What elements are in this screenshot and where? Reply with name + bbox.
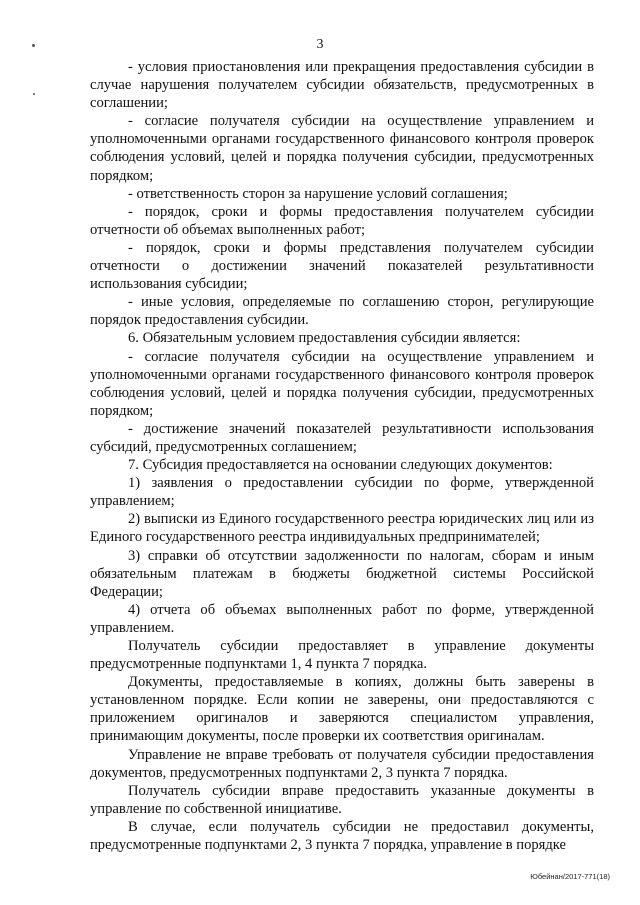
paragraph: 7. Субсидия предоставляется на основании следующих документов: [128, 457, 553, 474]
paragraph: - согласие получателя субсидии на осуществление управлением и уполномоченными органами государственного финансового контроля проверок соблюдения условий, целей и порядка получения субсидии, предусмотренных порядком; [90, 348, 594, 419]
scan-speck [32, 44, 35, 47]
paragraph: Управление не вправе требовать от получателя субсидии предоставления документов, предусмотренных подпунктами 2, 3 пункта 7 порядка. [90, 746, 594, 781]
document-body [90, 58, 594, 854]
scan-speck [33, 93, 35, 95]
page-number: 3 [316, 37, 324, 52]
paragraph: - порядок, сроки и формы предоставления получателем субсидии отчетности об объемах выполненных работ; [90, 203, 594, 238]
paragraph: 4) отчета об объемах выполненных работ по форме, утвержденной управлением. [90, 601, 594, 636]
paragraph: Документы, предоставляемые в копиях, должны быть заверены в установленном порядке. Если копии не заверены, они предоставляются с приложением оригиналов и заверяются специалистом управления, принимающим документы, после проверки их соответствия оригиналам. [90, 674, 594, 745]
footer-code: Юбейнан/2017-771(18) [530, 872, 610, 881]
paragraph: - иные условия, определяемые по соглашению сторон, регулирующие порядок предоставления субсидии. [90, 294, 594, 329]
paragraph: Получатель субсидии предоставляет в управление документы предусмотренные подпунктами 1, 4 пункта 7 порядка. [90, 638, 594, 673]
paragraph: - ответственность сторон за нарушение условий соглашения; [128, 185, 508, 202]
paragraph: - условия приостановления или прекращения предоставления субсидии в случае нарушения получателем субсидии обязательств, предусмотренных в соглашении; [90, 59, 594, 112]
paragraph: - порядок, сроки и формы представления получателем субсидии отчетности о достижении значений показателей результативности использования субсидии; [90, 239, 594, 293]
paragraph: - согласие получателя субсидии на осуществление управлением и уполномоченными органами государственного финансового контроля проверок соблюдения условий, целей и порядка получения субсидии, предусмотренных порядком; [90, 113, 594, 184]
paragraph: Получатель субсидии вправе предоставить указанные документы в управление по собственной инициативе. [90, 782, 594, 817]
paragraph: В случае, если получатель субсидии не предоставил документы, предусмотренные подпунктами 2, 3 пункта 7 порядка, управление в порядке [90, 818, 594, 854]
paragraph: 3) справки об отсутствии задолженности по налогам, сборам и иным обязательным платежам в бюджеты бюджетной системы Российской Федерации; [90, 547, 594, 600]
paragraph: 2) выписки из Единого государственного реестра юридических лиц или из Единого государственного реестра индивидуальных предпринимателей; [90, 511, 594, 546]
paragraph: 1) заявления о предоставлении субсидии по форме, утвержденной управлением; [90, 475, 594, 510]
paragraph: - достижение значений показателей результативности использования субсидий, предусмотренных соглашением; [90, 420, 594, 455]
paragraph: 6. Обязательным условием предоставления субсидии является: [128, 330, 521, 347]
